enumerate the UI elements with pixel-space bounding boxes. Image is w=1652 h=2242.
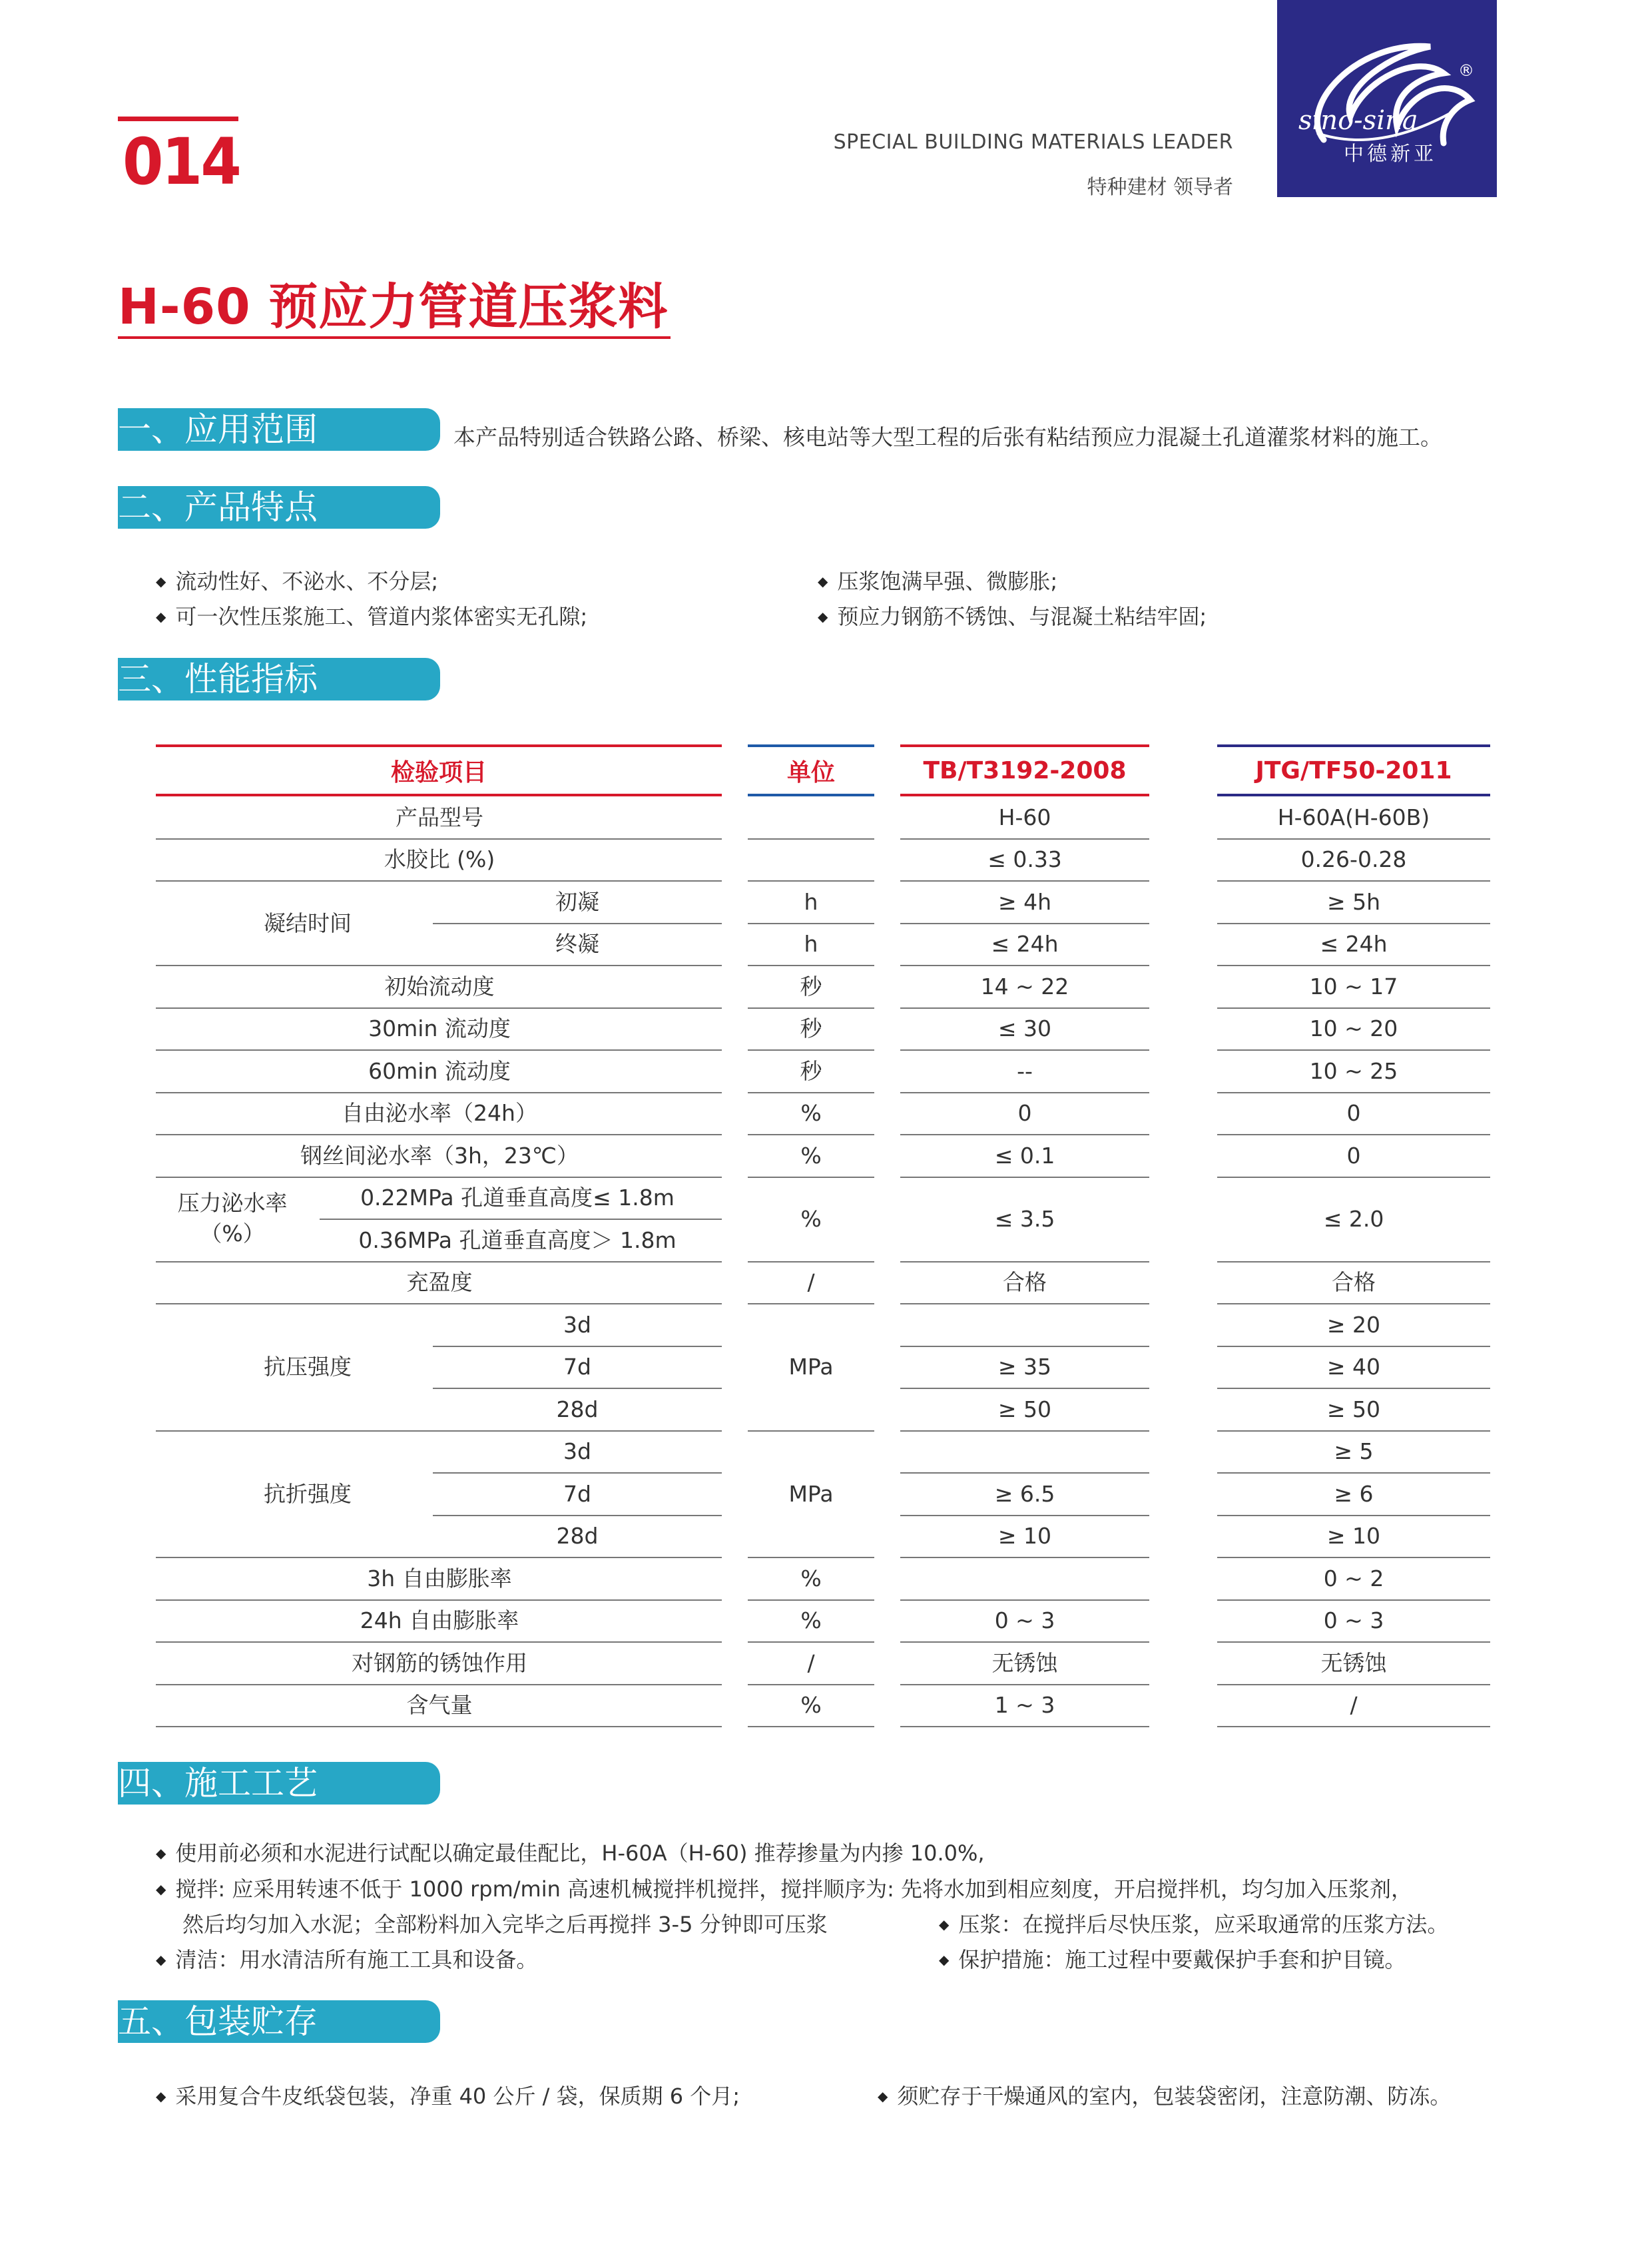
table-rule [900,1261,1149,1262]
table-rule [1217,838,1490,840]
table-cell-unit: % [800,1143,822,1169]
table-cell-tb: 0 [1017,1100,1032,1126]
table-cell-jtg: 0.26-0.28 [1300,846,1407,872]
table-cell-jtg: ≤ 2.0 [1323,1206,1384,1232]
table-rule [748,1049,874,1051]
table-rule [320,1219,722,1220]
table-rule [433,1346,722,1347]
logo-text-en: sino-sina [1298,105,1418,136]
table-rule [900,1092,1149,1093]
company-logo [1277,0,1497,197]
table-rule [156,1261,722,1262]
table-rule [900,1684,1149,1685]
table-rule [748,1557,874,1558]
section-tab-application [118,408,440,451]
table-rule [748,1726,874,1727]
table-cell-jtg: ≥ 50 [1326,1396,1381,1422]
section-tab-performance [118,658,440,701]
table-rule [433,1472,722,1474]
table-cell-tb: ≤ 0.1 [994,1143,1055,1169]
table-cell-tb: -- [1017,1058,1033,1084]
logo-swoosh-icon [1277,0,1497,197]
table-rule [156,1177,722,1178]
table-rule [433,923,722,924]
table-cell-item: 对钢筋的锈蚀作用 [352,1650,527,1676]
table-rule [1217,1346,1490,1347]
packaging-item: ◆ 须贮存于干燥通风的室内，包装袋密闭，注意防潮、防冻。 [878,2083,1451,2112]
table-rule [1217,1092,1490,1093]
table-cell-item: 产品型号 [396,804,483,830]
table-cell-tb: H-60 [998,804,1051,830]
table-rule [1217,1388,1490,1389]
table-cell-item: 24h 自由膨胀率 [360,1607,519,1633]
section-label: 二、产品特点 [118,488,318,527]
table-rule [900,1515,1149,1516]
table-rule [1217,1599,1490,1601]
table-cell-item: 自由泌水率（24h） [342,1100,537,1126]
table-rule [156,1092,722,1093]
table-rule [156,1641,722,1643]
section-label: 四、施工工艺 [118,1764,318,1803]
feature-item: ◆ 预应力钢筋不锈蚀、与混凝土粘结牢固; [818,603,1207,633]
section-tab-packaging [118,2000,440,2043]
table-group-label: 压力泌水率 [177,1190,288,1216]
table-sub-label: 0.22MPa 孔道垂直高度≤ 1.8m [360,1185,675,1211]
table-cell-tb: ≤ 30 [997,1015,1052,1041]
table-cell-unit: 秒 [800,974,822,999]
registered-mark: ® [1458,61,1474,80]
table-group-label: 凝结时间 [264,910,352,936]
table-rule [900,1177,1149,1178]
slogan-english: SPECIAL BUILDING MATERIALS LEADER [833,131,1233,154]
table-cell-tb: 无锈蚀 [991,1650,1058,1676]
table-rule [900,880,1149,882]
table-header-item: 检验项目 [156,744,722,796]
table-header-jtg: JTG/TF50-2011 [1217,744,1490,796]
table-cell-unit: % [800,1607,822,1633]
table-sub-label: 初凝 [555,889,599,915]
title-underline [118,336,671,339]
section-label: 三、性能指标 [118,660,318,699]
table-cell-tb: ≤ 3.5 [994,1206,1055,1232]
table-rule [748,880,874,882]
table-cell-jtg: 无锈蚀 [1320,1650,1387,1676]
table-cell-tb: ≥ 35 [997,1354,1052,1380]
table-rule [748,1430,874,1432]
table-rule [900,923,1149,924]
table-cell-jtg: ≥ 10 [1326,1523,1381,1549]
section-label: 五、包装贮存 [118,2002,318,2041]
table-rule [433,1388,722,1389]
table-rule [1217,965,1490,966]
table-cell-jtg: H-60A(H-60B) [1277,804,1430,830]
table-rule [156,965,722,966]
table-cell-tb: ≥ 10 [997,1523,1052,1549]
table-cell-unit: h [804,931,818,957]
table-rule [900,1134,1149,1135]
table-cell-jtg: 10 ~ 25 [1309,1058,1398,1084]
table-sub-label: 0.36MPa 孔道垂直高度＞ 1.8m [358,1227,677,1253]
construction-item: ◆ 搅拌: 应采用转速不低于 1000 rpm/min 高速机械搅拌机搅拌，搅拌顺序为: 先将水加到相应刻度，开启搅拌机，均匀加入压浆剂， [156,1876,1412,1905]
table-rule [156,1303,722,1304]
table-cell-unit: % [800,1565,822,1591]
table-sub-label: 3d [563,1312,591,1338]
table-rule [748,1134,874,1135]
table-cell-jtg: ≤ 24h [1320,931,1388,957]
table-rule [748,1261,874,1262]
table-group-label: 抗压强度 [264,1354,352,1380]
table-cell-tb: 合格 [1003,1269,1047,1295]
table-cell-jtg: ≥ 6 [1334,1481,1374,1507]
table-rule [1217,1726,1490,1727]
table-rule [156,1134,722,1135]
table-rule [748,1684,874,1685]
table-rule [900,1388,1149,1389]
page-title: H-60 预应力管道压浆料 [118,278,669,336]
table-cell-jtg: 10 ~ 20 [1309,1015,1398,1041]
section-tab-construction [118,1762,440,1805]
table-cell-jtg: 0 [1346,1100,1361,1126]
table-rule [748,838,874,840]
table-rule [156,1430,722,1432]
table-rule [156,1049,722,1051]
table-rule [900,1557,1149,1558]
table-cell-unit: % [800,1100,822,1126]
table-cell-unit: 秒 [800,1015,822,1041]
table-rule [1217,1472,1490,1474]
table-cell-unit: 秒 [800,1058,822,1084]
section-label: 一、应用范围 [118,410,318,449]
table-rule [433,1515,722,1516]
table-rule [156,838,722,840]
table-rule [1217,1303,1490,1304]
feature-item: ◆ 可一次性压浆施工、管道内浆体密实无孔隙; [156,603,587,633]
table-cell-unit: % [800,1692,822,1718]
table-rule [1217,1430,1490,1432]
table-sub-label: 3d [563,1438,591,1464]
table-rule [748,1177,874,1178]
table-cell-item: 30min 流动度 [368,1015,511,1041]
table-rule [900,965,1149,966]
table-rule [1217,1049,1490,1051]
table-rule [156,1599,722,1601]
page-number-bar [118,117,238,121]
table-group-label: （%） [200,1221,265,1247]
table-rule [900,1346,1149,1347]
table-sub-label: 7d [563,1354,591,1380]
table-rule [900,1007,1149,1009]
table-rule [900,1599,1149,1601]
table-rule [156,1726,722,1727]
logo-text-cn: 中德新亚 [1344,142,1437,166]
table-rule [1217,1641,1490,1643]
feature-item: ◆ 流动性好、不泌水、不分层; [156,568,438,597]
table-cell-tb: 1 ~ 3 [994,1692,1055,1718]
table-rule [748,1007,874,1009]
table-cell-unit: / [807,1650,815,1676]
table-rule [748,923,874,924]
table-rule [156,1557,722,1558]
table-cell-unit: % [800,1206,822,1232]
feature-item: ◆ 压浆饱满早强、微膨胀; [818,568,1057,597]
packaging-item: ◆ 采用复合牛皮纸袋包装，净重 40 公斤 / 袋，保质期 6 个月; [156,2083,740,2112]
table-cell-item: 充盈度 [406,1269,473,1295]
construction-item: ◆ 清洁：用水清洁所有施工工具和设备。 [156,1946,537,1976]
table-cell-tb: ≥ 6.5 [994,1481,1055,1507]
table-header-tb: TB/T3192-2008 [900,744,1149,796]
table-rule [1217,1684,1490,1685]
table-cell-jtg: 0 ~ 3 [1323,1607,1384,1633]
table-rule [156,880,722,882]
table-cell-jtg: 0 [1346,1143,1361,1169]
page-number: 014 [123,125,240,199]
table-cell-item: 60min 流动度 [368,1058,511,1084]
table-rule [1217,1557,1490,1558]
table-cell-unit: MPa [788,1354,834,1380]
table-cell-tb: ≤ 24h [991,931,1059,957]
table-rule [156,1684,722,1685]
table-cell-jtg: 合格 [1332,1269,1376,1295]
table-rule [900,1430,1149,1432]
table-rule [748,1092,874,1093]
table-rule [900,1049,1149,1051]
table-cell-tb: ≤ 0.33 [987,846,1062,872]
construction-item: ◆ 使用前必须和水泥进行试配以确定最佳配比，H-60A（H-60) 推荐掺量为内掺 10.0%, [156,1840,985,1869]
table-sub-label: 28d [556,1523,599,1549]
table-sub-label: 7d [563,1481,591,1507]
table-cell-jtg: 10 ~ 17 [1309,974,1398,999]
section-tab-features [118,486,440,529]
table-rule [748,1641,874,1643]
construction-item: ◆ 保护措施：施工过程中要戴保护手套和护目镜。 [939,1946,1406,1976]
table-cell-tb: ≥ 50 [997,1396,1052,1422]
table-cell-unit: MPa [788,1481,834,1507]
table-cell-tb: ≥ 4h [997,889,1052,915]
construction-item: ◆ 压浆：在搅拌后尽快压浆，应采取通常的压浆方法。 [939,1911,1448,1940]
table-rule [900,1641,1149,1643]
table-rule [900,838,1149,840]
table-rule [748,1303,874,1304]
table-cell-jtg: ≥ 5h [1326,889,1381,915]
table-rule [900,1472,1149,1474]
table-group-label: 抗折强度 [264,1481,352,1507]
table-cell-tb: 0 ~ 3 [994,1607,1055,1633]
table-rule [156,1007,722,1009]
table-cell-tb: 14 ~ 22 [980,974,1069,999]
table-rule [1217,923,1490,924]
table-rule [748,965,874,966]
table-rule [1217,1177,1490,1178]
table-cell-jtg: 0 ~ 2 [1323,1565,1384,1591]
table-rule [900,1726,1149,1727]
table-rule [1217,1134,1490,1135]
table-rule [1217,1261,1490,1262]
table-cell-item: 初始流动度 [384,974,495,999]
table-rule [1217,880,1490,882]
table-cell-unit: / [807,1269,815,1295]
slogan-chinese: 特种建材 领导者 [1087,176,1233,199]
table-cell-jtg: ≥ 5 [1334,1438,1374,1464]
table-cell-item: 钢丝间泌水率（3h，23℃） [300,1143,579,1169]
table-sub-label: 28d [556,1396,599,1422]
table-cell-item: 含气量 [406,1692,473,1718]
table-header-unit: 单位 [748,744,874,796]
table-rule [1217,1515,1490,1516]
table-cell-unit: h [804,889,818,915]
table-rule [1217,1007,1490,1009]
table-cell-jtg: ≥ 20 [1326,1312,1381,1338]
table-cell-item: 3h 自由膨胀率 [367,1565,512,1591]
table-rule [900,1303,1149,1304]
construction-item-continued: 然后均匀加入水泥；全部粉料加入完毕之后再搅拌 3-5 分钟即可压浆 [182,1912,828,1937]
table-cell-jtg: ≥ 40 [1326,1354,1381,1380]
table-rule [748,1599,874,1601]
table-cell-jtg: / [1350,1692,1358,1718]
table-sub-label: 终凝 [555,931,599,957]
application-text: 本产品特别适合铁路公路、桥梁、核电站等大型工程的后张有粘结预应力混凝土孔道灌浆材料的施工。 [453,424,1442,450]
table-cell-item: 水胶比 (%) [384,846,495,872]
